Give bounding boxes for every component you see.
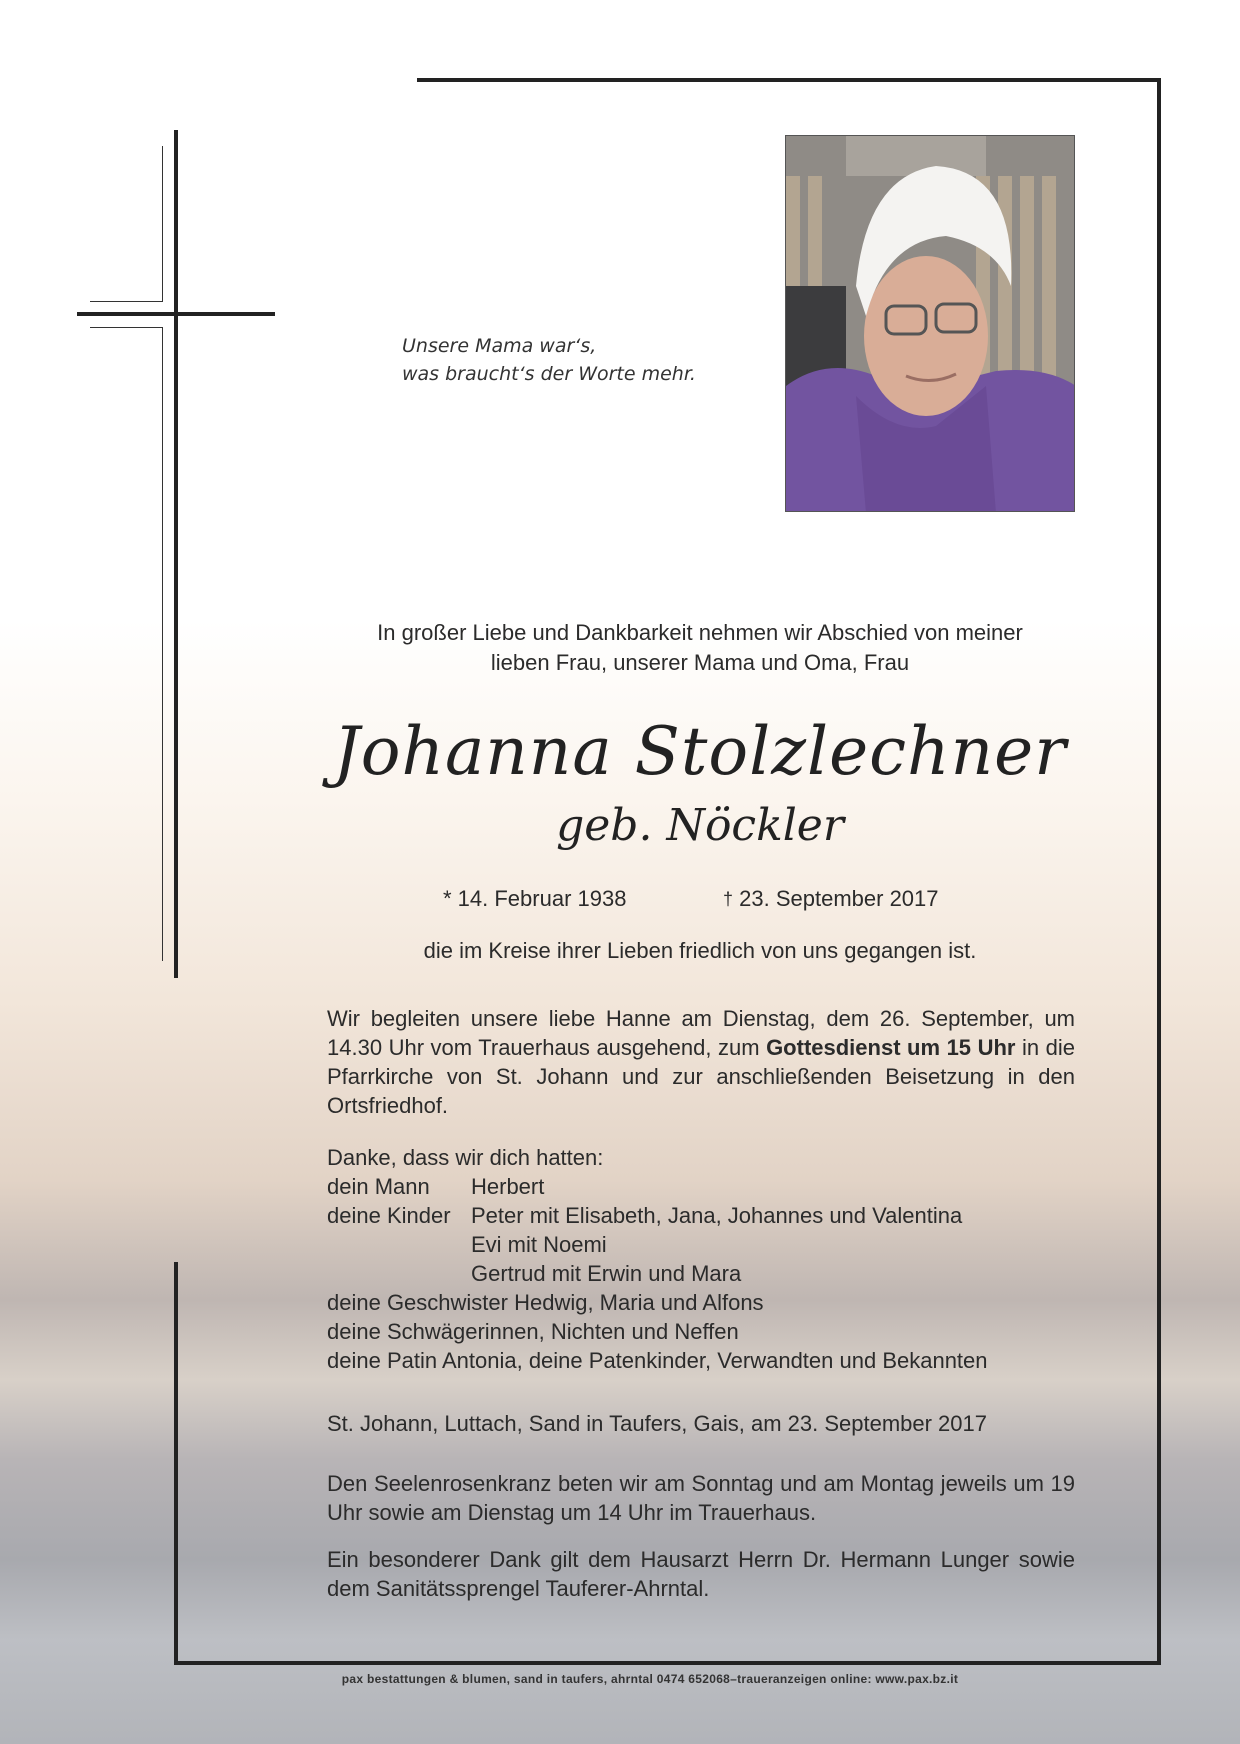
relatives-line: deine Geschwister Hedwig, Maria und Alfons (327, 1290, 764, 1315)
family-row (327, 1172, 1075, 1201)
rosary-paragraph: Den Seelenrosenkranz beten wir am Sonntag und am Montag jeweils um 19 Uhr sowie am Dienstag um 14 Uhr im Trauerhaus. (327, 1471, 1075, 1525)
passed-away-text: die im Kreise ihrer Lieben friedlich von uns gegangen ist. (423, 938, 977, 963)
place-and-date: St. Johann, Luttach, Sand in Taufers, Gais, am 23. September 2017 (327, 1411, 987, 1436)
cross-horizontal-bar (77, 312, 275, 316)
footer-text: pax bestattungen & blumen, sand in taufers, ahrntal 0474 652068–traueranzeigen online: www.pax.bz.it (341, 1672, 959, 1686)
family-row (327, 1201, 1075, 1230)
family-role: dein Mann (327, 1174, 430, 1199)
funeral-text-before: Wir begleiten unsere liebe Hanne am Dienstag, dem 26. September, um 14.30 Uhr vom Trauerhaus ausgehend, zum (327, 1006, 1075, 1060)
quote-line-1: Unsere Mama war‘s, (402, 335, 597, 357)
portrait-illustration (786, 136, 1075, 512)
birth-date: * 14. Februar 1938 (443, 886, 627, 911)
intro-text (300, 618, 1100, 678)
cross-vertical-bar (174, 130, 178, 978)
frame-left-lower-line (174, 1262, 178, 1665)
funeral-text-after: in die Pfarrkirche von St. Johann und zur anschließenden Beisetzung in den Ortsfriedhof. (327, 1035, 1075, 1118)
quote-line-2: was braucht‘s der Worte mehr. (402, 363, 696, 385)
cross-inner-horizontal-lower (90, 327, 163, 328)
family-role (327, 1230, 471, 1259)
cross-inner-horizontal-upper (90, 301, 163, 302)
dagger-symbol: † (723, 889, 734, 909)
thanks-section (327, 1143, 1075, 1375)
family-members: Peter mit Elisabeth, Jana, Johannes und Valentina (471, 1203, 963, 1228)
maiden-name: geb. Nöckler (556, 800, 844, 851)
memorial-quote (402, 332, 742, 388)
intro-line-2: lieben Frau, unserer Mama und Oma, Frau (490, 650, 910, 675)
frame-right-line (1157, 78, 1161, 1665)
cross-inner-vertical-lower (162, 327, 163, 961)
family-members: Gertrud mit Erwin und Mara (471, 1261, 742, 1286)
intro-line-1: In großer Liebe und Dankbarkeit nehmen wir Abschied von meiner (377, 620, 1023, 645)
family-members: Herbert (471, 1174, 545, 1199)
portrait-photo (785, 135, 1075, 512)
family-row (327, 1259, 1075, 1288)
death-date (723, 884, 939, 914)
relatives-line: deine Schwägerinnen, Nichten und Neffen (327, 1319, 739, 1344)
family-row (327, 1230, 1075, 1259)
frame-top-line (417, 78, 1161, 82)
relatives-line: deine Patin Antonia, deine Patenkinder, Verwandten und Bekannten (327, 1348, 988, 1373)
family-role (327, 1259, 471, 1288)
funeral-paragraph (327, 1004, 1075, 1120)
thanks-intro: Danke, dass wir dich hatten: (327, 1145, 604, 1170)
cross-inner-vertical-upper (162, 146, 163, 302)
funeral-service-time: Gottesdienst um 15 Uhr (766, 1035, 1016, 1060)
gratitude-paragraph: Ein besonderer Dank gilt dem Hausarzt Herrn Dr. Hermann Lunger sowie dem Sanitätssprengel Tauferer-Ahrntal. (327, 1547, 1075, 1601)
family-members: Evi mit Noemi (471, 1232, 607, 1257)
death-date-text: 23. September 2017 (739, 886, 939, 911)
deceased-name: Johanna Stolzlechner (333, 713, 1067, 790)
frame-bottom-line (174, 1661, 1161, 1665)
family-role: deine Kinder (327, 1203, 451, 1228)
